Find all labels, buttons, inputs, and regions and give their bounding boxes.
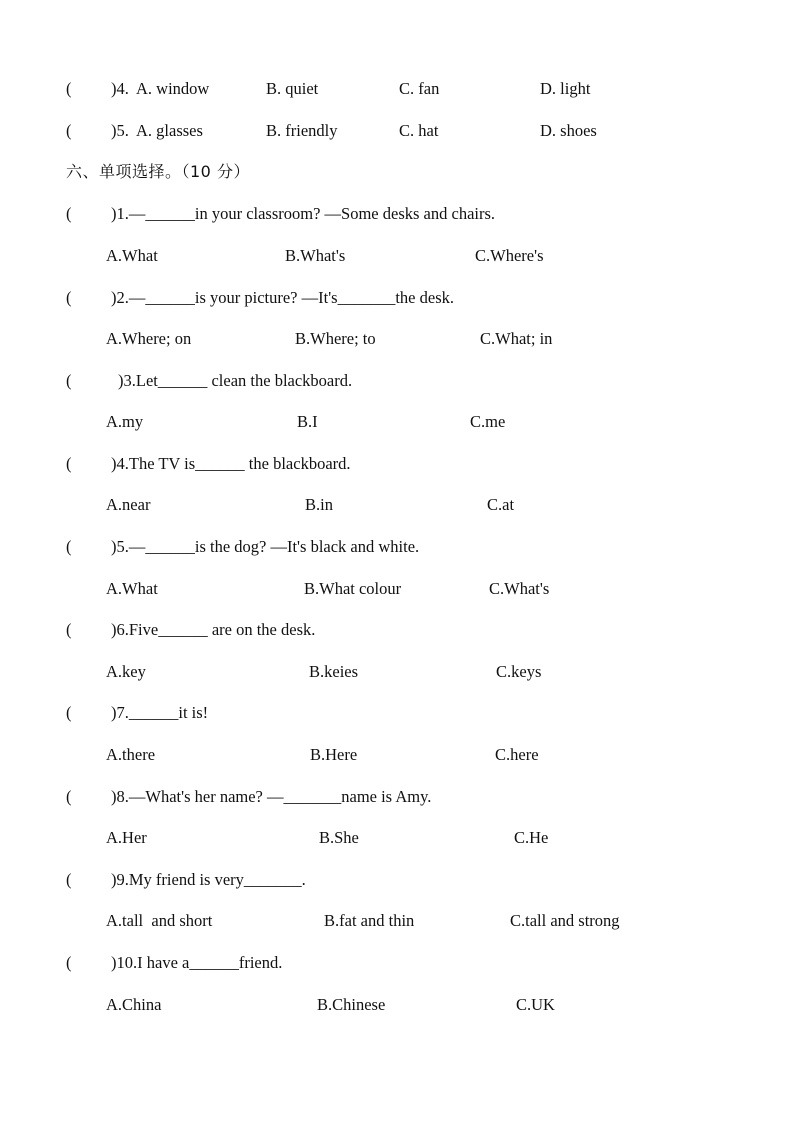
option-d: D. light	[540, 79, 591, 98]
option-a: A.tall and short	[106, 911, 213, 930]
option-b: B.I	[297, 412, 318, 431]
question-row	[0, 951, 794, 975]
question-row	[0, 868, 794, 892]
option-a: A.there	[106, 745, 156, 764]
option-c: C.Where's	[475, 246, 544, 265]
option-c: C.He	[514, 828, 549, 847]
option-b: B. quiet	[266, 79, 319, 98]
question-text: )10.I have a______friend.	[111, 953, 283, 972]
question-row	[0, 202, 794, 226]
answer-paren: (	[66, 79, 72, 98]
options-row	[0, 410, 794, 434]
option-a: A.key	[106, 662, 146, 681]
option-a: A.What	[106, 579, 158, 598]
option-a: A.Her	[106, 828, 147, 847]
option-a: A.near	[106, 495, 151, 514]
option-c: C.What's	[489, 579, 550, 598]
answer-paren: (	[66, 204, 72, 223]
option-a: A. window	[136, 79, 210, 98]
question-text: )2.—______is your picture? —It's_______the desk.	[111, 288, 455, 307]
answer-paren: (	[66, 371, 72, 390]
option-b: B.keies	[309, 662, 359, 681]
question-row	[0, 286, 794, 310]
option-b: B.Chinese	[317, 995, 386, 1014]
option-a: A.Where; on	[106, 329, 192, 348]
question-number: )5.	[111, 121, 129, 140]
question-row	[0, 369, 794, 393]
question-text: )6.Five______ are on the desk.	[111, 620, 316, 639]
question-row	[0, 785, 794, 809]
option-b: B.She	[319, 828, 359, 847]
option-c: C.What; in	[480, 329, 553, 348]
option-a: A.What	[106, 246, 158, 265]
option-b: B.in	[305, 495, 333, 514]
options-row	[0, 244, 794, 268]
question-row	[0, 618, 794, 642]
answer-paren: (	[66, 703, 72, 722]
question-text: )1.—______in your classroom? —Some desks and chairs.	[111, 204, 496, 223]
question-row	[0, 452, 794, 476]
option-a: A. glasses	[136, 121, 203, 140]
answer-paren: (	[66, 454, 72, 473]
question-text: )8.—What's her name? —_______name is Amy.	[111, 787, 432, 806]
option-b: B.Where; to	[295, 329, 376, 348]
answer-paren: (	[66, 620, 72, 639]
option-c: C. hat	[399, 121, 439, 140]
option-b: B.What's	[285, 246, 346, 265]
option-c: C.at	[487, 495, 515, 514]
options-row	[0, 493, 794, 517]
option-b: B.What colour	[304, 579, 402, 598]
options-row	[0, 826, 794, 850]
answer-paren: (	[66, 288, 72, 307]
question-row-5-5	[0, 119, 794, 143]
section-six-title: 六、单项选择。（10 分）	[66, 162, 250, 181]
option-c: C.here	[495, 745, 539, 764]
option-c: C. fan	[399, 79, 440, 98]
answer-paren: (	[66, 121, 72, 140]
options-row	[0, 909, 794, 933]
option-a: A.my	[106, 412, 144, 431]
options-row	[0, 743, 794, 767]
answer-paren: (	[66, 787, 72, 806]
question-number: )4.	[111, 79, 129, 98]
options-row	[0, 660, 794, 684]
option-c: C.UK	[516, 995, 555, 1014]
answer-paren: (	[66, 537, 72, 556]
question-text: )4.The TV is______ the blackboard.	[111, 454, 351, 473]
options-row	[0, 327, 794, 351]
question-text: )9.My friend is very_______.	[111, 870, 306, 889]
option-c: C.keys	[496, 662, 542, 681]
question-row-5-4	[0, 77, 794, 101]
options-row	[0, 577, 794, 601]
question-row	[0, 701, 794, 725]
question-text: )5.—______is the dog? —It's black and white.	[111, 537, 420, 556]
option-b: B.Here	[310, 745, 358, 764]
option-d: D. shoes	[540, 121, 597, 140]
option-a: A.China	[106, 995, 162, 1014]
answer-paren: (	[66, 870, 72, 889]
question-text: )3.Let______ clean the blackboard.	[118, 371, 353, 390]
option-b: B.fat and thin	[324, 911, 415, 930]
option-c: C.tall and strong	[510, 911, 620, 930]
question-text: )7.______it is!	[111, 703, 209, 722]
question-row	[0, 535, 794, 559]
section-heading	[0, 160, 794, 184]
answer-paren: (	[66, 953, 72, 972]
option-c: C.me	[470, 412, 506, 431]
option-b: B. friendly	[266, 121, 338, 140]
options-row	[0, 993, 794, 1017]
